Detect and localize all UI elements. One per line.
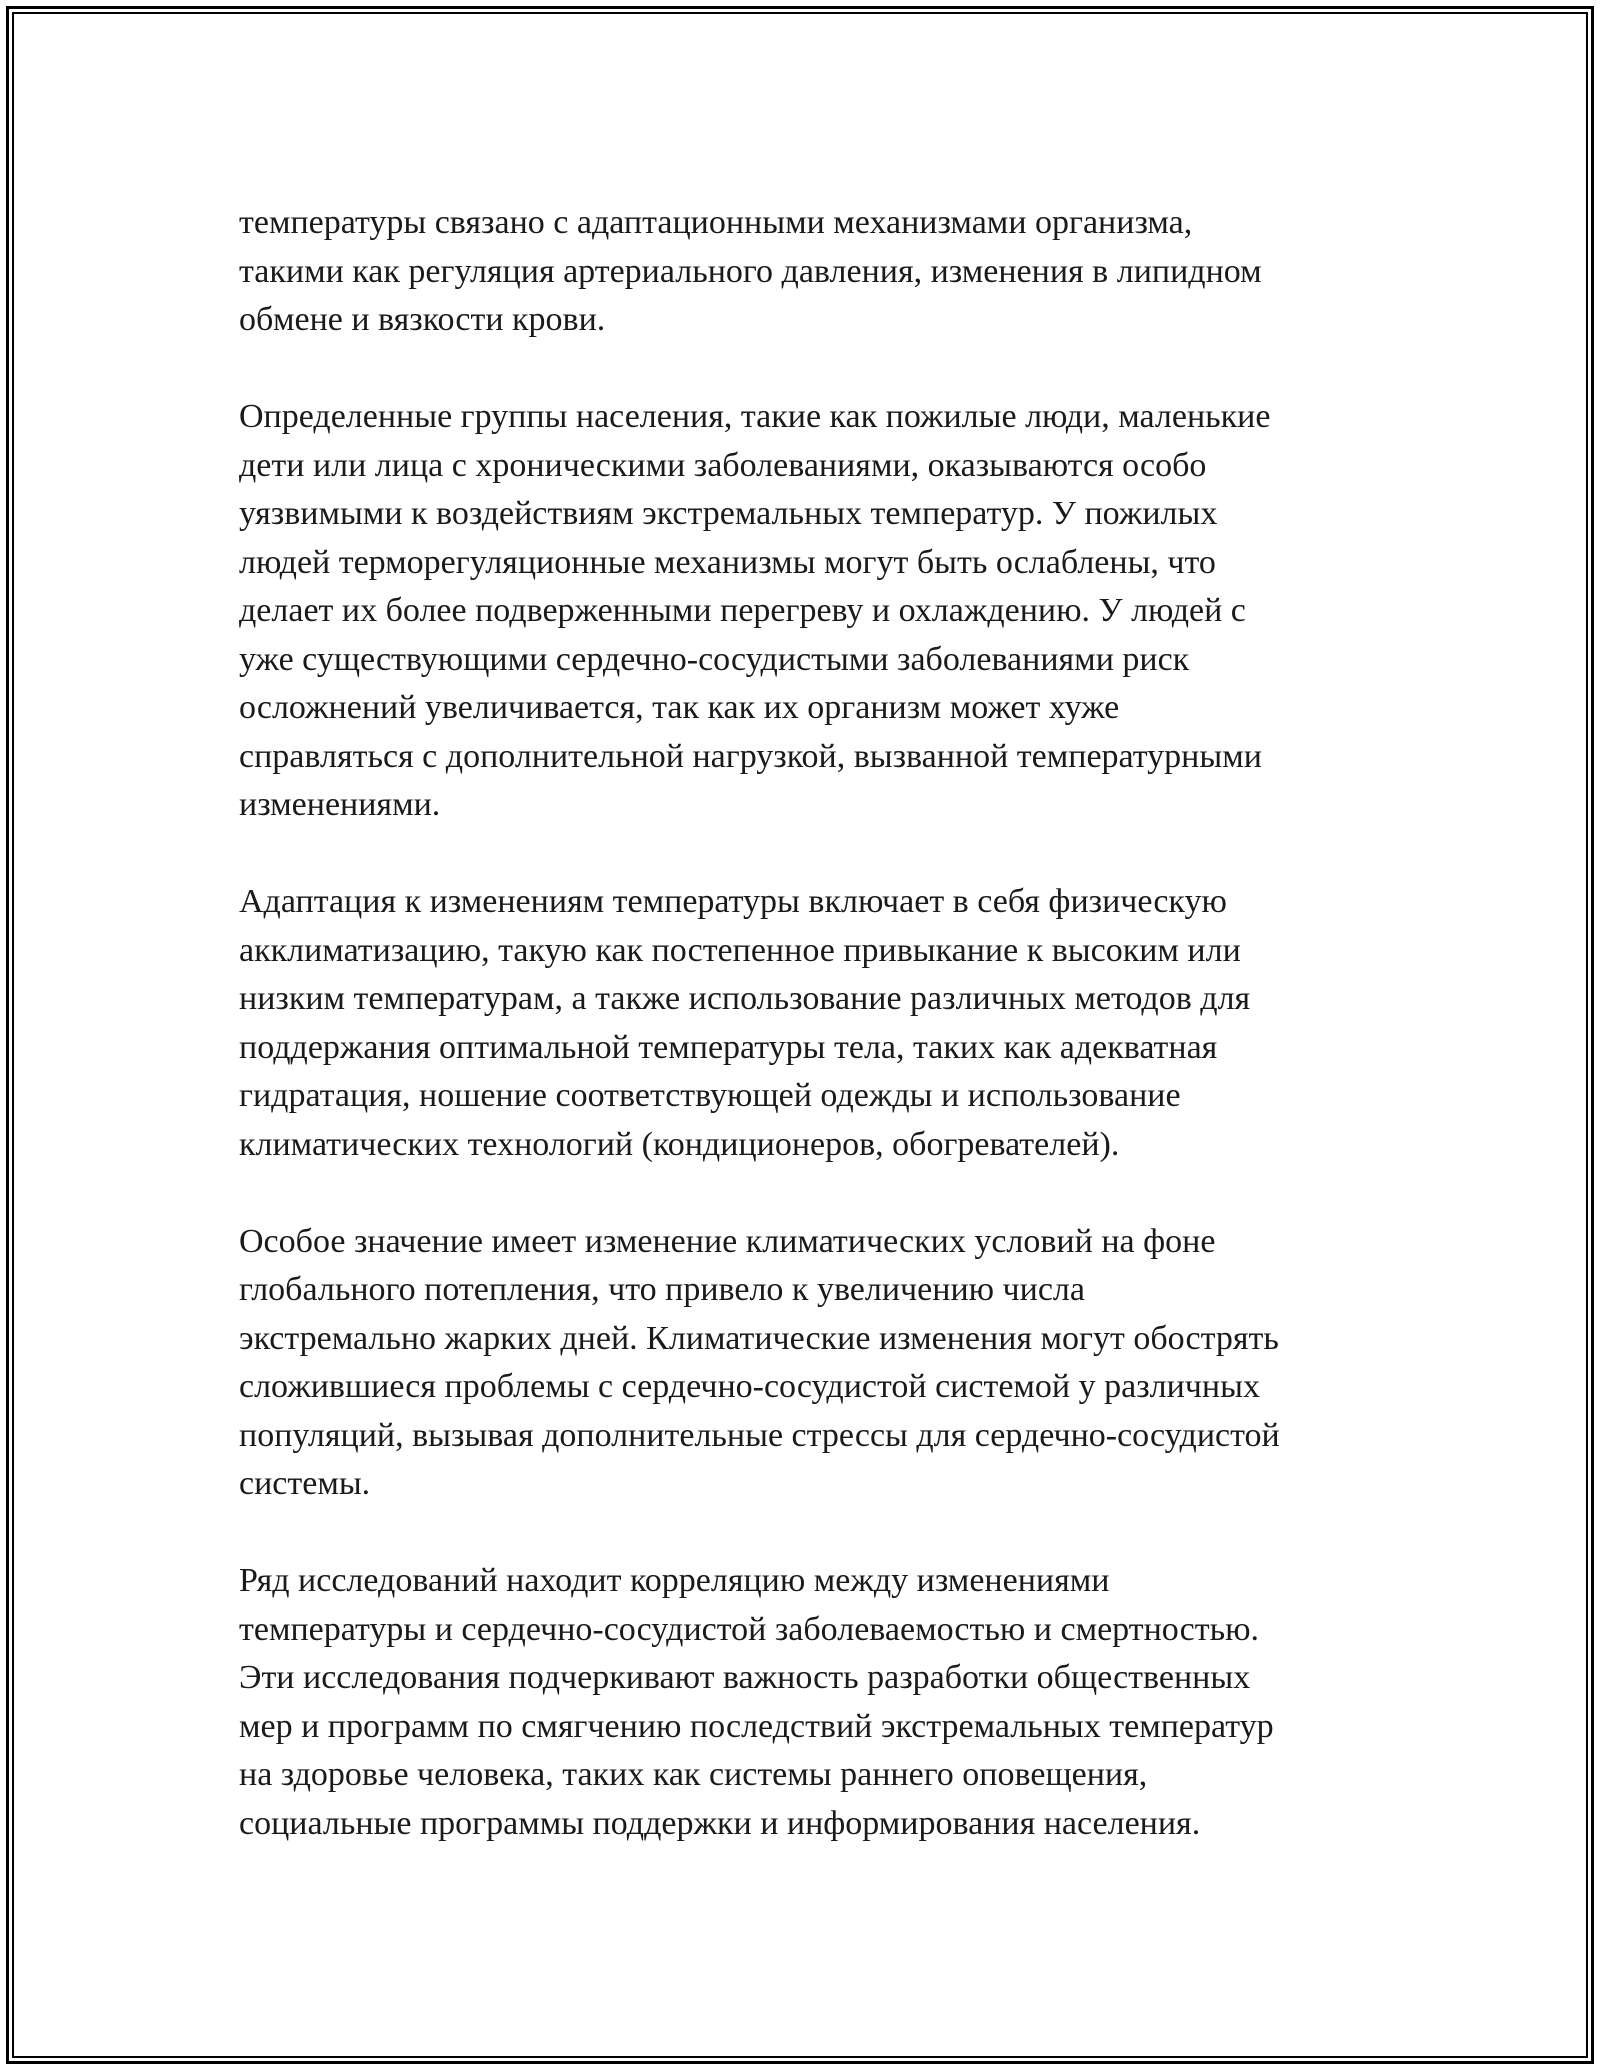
- paragraph: [239, 1218, 1409, 1509]
- text-line: гидратация, ношение соответствующей одежды и использование: [239, 1077, 1181, 1114]
- text-line: Адаптация к изменениям температуры включает в себя физическую: [239, 883, 1227, 920]
- text-line: поддержания оптимальной температуры тела, таких как адекватная: [239, 1028, 1218, 1066]
- text-line: Ряд исследований находит корреляцию между изменениями: [239, 1562, 1110, 1599]
- text-line: на здоровье человека, таких как системы раннего оповещения,: [239, 1756, 1148, 1793]
- text-line: низким температурам, а также использование различных методов для: [239, 980, 1251, 1017]
- text-line: такими как регуляция артериального давления, изменения в липидном: [239, 252, 1262, 290]
- text-line: акклиматизацию, такую как постепенное привыкание к высоким или: [239, 931, 1241, 969]
- paragraph: [239, 199, 1409, 345]
- text-line: изменениями.: [239, 786, 441, 823]
- text-line: осложнений увеличивается, так как их организм может хуже: [239, 689, 1120, 726]
- text-line: людей терморегуляционные механизмы могут быть ослаблены, что: [239, 543, 1216, 581]
- text-line: мер и программ по смягчению последствий экстремальных температур: [239, 1707, 1274, 1745]
- text-line: температуры связано с адаптационными механизмами организма,: [239, 204, 1193, 241]
- text-line: Определенные группы населения, такие как пожилые люди, маленькие: [239, 398, 1271, 435]
- text-line: глобального потепления, что привело к увеличению числа: [239, 1271, 1085, 1308]
- page-frame: [6, 6, 1594, 2064]
- text-line: Особое значение имеет изменение климатических условий на фоне: [239, 1222, 1216, 1260]
- paragraph: [239, 1557, 1409, 1848]
- text-line: справляться с дополнительной нагрузкой, вызванной температурными: [239, 737, 1262, 775]
- text-line: дети или лица с хроническими заболеваниями, оказываются особо: [239, 446, 1207, 484]
- paragraph: [239, 393, 1409, 830]
- text-line: Эти исследования подчеркивают важность разработки общественных: [239, 1659, 1251, 1696]
- text-line: делает их более подверженными перегреву и охлаждению. У людей с: [239, 592, 1246, 629]
- text-line: уже существующими сердечно-сосудистыми заболеваниями риск: [239, 640, 1190, 678]
- document-body: [239, 199, 1409, 1897]
- text-line: системы.: [239, 1465, 371, 1502]
- text-line: климатических технологий (кондиционеров, обогревателей).: [239, 1125, 1120, 1163]
- text-line: сложившиеся проблемы с сердечно-сосудистой системой у различных: [239, 1368, 1260, 1405]
- text-line: экстремально жарких дней. Климатические изменения могут обострять: [239, 1319, 1279, 1357]
- text-line: уязвимыми к воздействиям экстремальных температур. У пожилых: [239, 495, 1218, 532]
- text-line: социальные программы поддержки и информирования населения.: [239, 1804, 1201, 1842]
- text-line: температуры и сердечно-сосудистой заболеваемостью и смертностью.: [239, 1610, 1259, 1648]
- text-line: обмене и вязкости крови.: [239, 301, 606, 338]
- text-line: популяций, вызывая дополнительные стрессы для сердечно-сосудистой: [239, 1416, 1280, 1454]
- paragraph: [239, 878, 1409, 1169]
